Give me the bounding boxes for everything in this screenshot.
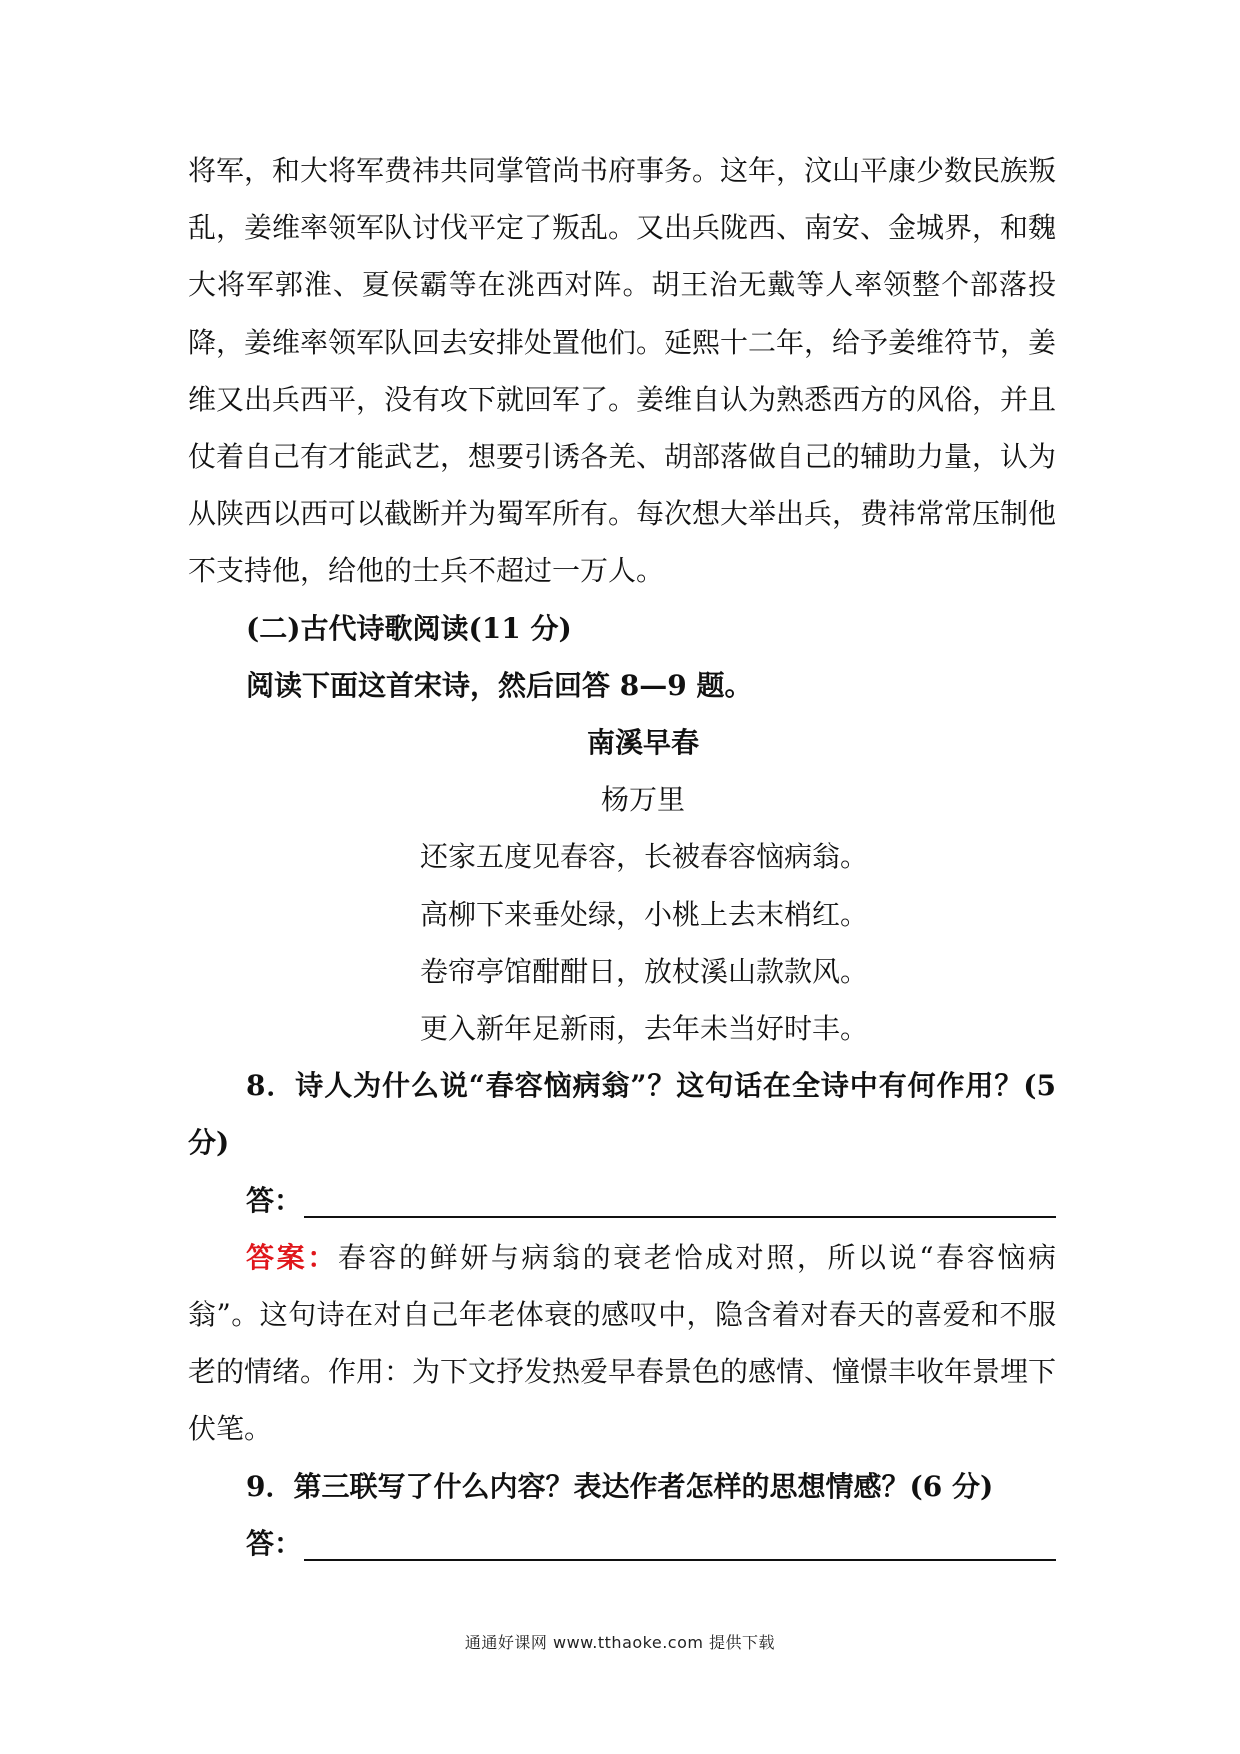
question-8-answer-line [188, 1172, 1056, 1229]
question-9: 9．第三联写了什么内容？表达作者怎样的思想情感？(6 分) [246, 1469, 994, 1503]
answer-key-label: 答案： [246, 1240, 338, 1274]
poem-line: 卷帘亭馆酣酣日，放杖溪山款款风。 [420, 954, 869, 988]
poem-body [188, 828, 1056, 1057]
answer-blank [304, 1216, 1056, 1218]
poem-author: 杨万里 [600, 783, 685, 817]
poem-title: 南溪早春 [586, 726, 699, 760]
question-9-answer-line [188, 1515, 1056, 1572]
answer-key-text: 春容的鲜妍与病翁的衰老恰成对照，所以说“春容恼病翁”。这句诗在对自己年老体衰的感叹中，隐含着对春天的喜爱和不服老的情绪。作用：为下文抒发热爱早春景色的感情、憧憬丰收年景埋下伏笔。 [188, 1240, 1057, 1446]
section-instruction: 阅读下面这首宋诗，然后回答 8—9 题。 [246, 668, 753, 702]
answer-label: 答： [246, 1526, 303, 1560]
poem-line: 高柳下来垂处绿，小桃上去末梢红。 [420, 897, 869, 931]
question-8-answer-key [188, 1229, 1056, 1458]
page-footer: 通通好课网 www.tthaoke.com 提供下载 [464, 1633, 776, 1652]
poem-line: 还家五度见春容，长被春容恼病翁。 [420, 840, 869, 874]
answer-label: 答： [246, 1183, 303, 1217]
section-heading: (二)古代诗歌阅读(11 分) [246, 611, 572, 645]
answer-blank [304, 1559, 1056, 1561]
passage-translation-paragraph: 将军，和大将军费祎共同掌管尚书府事务。这年，汶山平康少数民族叛乱，姜维率领军队讨伐平定了叛乱。又出兵陇西、南安、金城界，和魏大将军郭淮、夏侯霸等在洮西对阵。胡王治无戴等人率领整个部落投降，姜维率领军队回去安排处置他们。延熙十二年，给予姜维符节，姜维又出兵西平，没有攻下就回军了。姜维自认为熟悉西方的风俗，并且仗着自己有才能武艺，想要引诱各羌、胡部落做自己的辅助力量，认为从陕西以西可以截断并为蜀军所有。每次想大举出兵，费祎常常压制他不支持他，给他的士兵不超过一万人。 [188, 154, 1057, 588]
poem-line: 更入新年足新雨，去年未当好时丰。 [420, 1012, 869, 1046]
page-content [188, 142, 1056, 1572]
question-8: 8．诗人为什么说“春容恼病翁”？这句话在全诗中有何作用？(5 分) [188, 1069, 1056, 1160]
